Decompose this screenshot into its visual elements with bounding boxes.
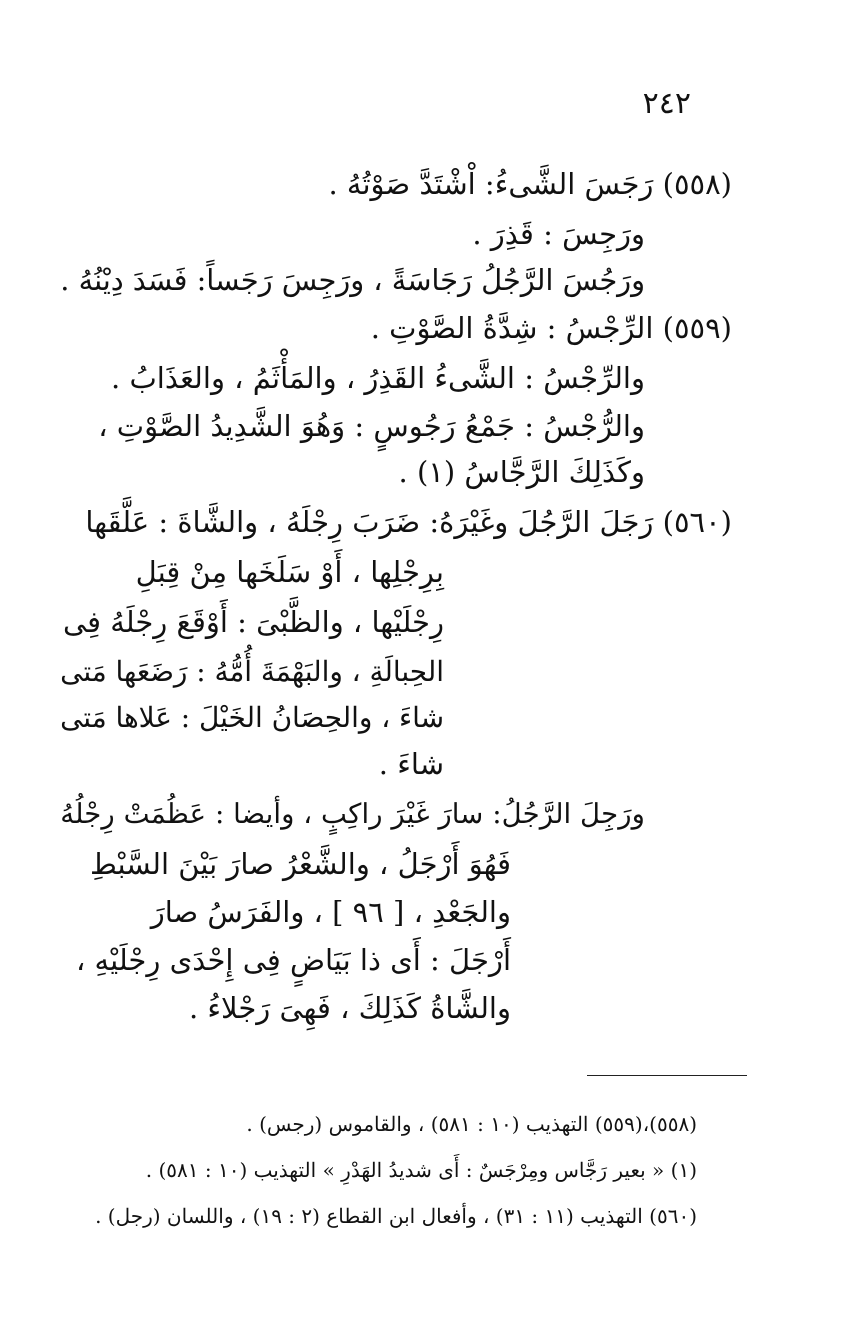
entry-560-line-8: فَهُوَ أَرْجَلُ ، والشَّعْرُ صارَ بَيْنَ السَّبْطِ xyxy=(90,847,511,881)
entry-560-line-1: (٥٦٠) رَجَلَ الرَّجُلَ وغَيْرَهُ: ضَرَبَ رِجْلَهُ ، والشَّاةَ : عَلَّقَها xyxy=(85,505,732,539)
entry-560-line-5: شاءَ ، والحِصَانُ الخَيْلَ : عَلاها مَتى xyxy=(60,701,444,734)
entry-560-line-11: والشَّاةُ كَذَلِكَ ، فَهِىَ رَجْلاءُ . xyxy=(188,991,511,1025)
page-number: ٢٤٢ xyxy=(642,86,691,121)
entry-558-line-2: ورَجِسَ : قَذِرَ . xyxy=(472,217,645,251)
entry-560-line-2: بِرِجْلِها ، أَوْ سَلَخَها مِنْ قِبَلِ xyxy=(135,555,444,589)
entry-558-line-3: ورَجُسَ الرَّجُلُ رَجَاسَةً ، ورَجِسَ رَجَساً: فَسَدَ دِيْنُهُ . xyxy=(60,263,645,297)
entry-559-line-2: والرِّجْسُ : الشَّىءُ القَذِرُ ، والمَأْثَمُ ، والعَذَابُ . xyxy=(111,361,645,395)
entry-559-line-1: (٥٥٩) الرِّجْسُ : شِدَّةُ الصَّوْتِ . xyxy=(370,311,732,345)
entry-560-line-3: رِجْلَيْها ، والظَّبْىَ : أَوْقَعَ رِجْلَهُ فِى xyxy=(62,605,444,639)
entry-558-line-1: (٥٥٨) رَجَسَ الشَّىءُ: اْشْتَدَّ صَوْتُهُ . xyxy=(328,167,732,201)
entry-559-line-3: والرُّجْسُ : جَمْعُ رَجُوسٍ : وَهُوَ الشَّدِيدُ الصَّوْتِ ، xyxy=(98,409,645,443)
footnote-560: (٥٦٠) التهذيب (١١ : ٣١) ، وأفعال ابن القطاع (٢ : ١٩) ، واللسان (رجل) . xyxy=(95,1204,697,1228)
footnote-separator xyxy=(587,1075,747,1076)
entry-559-line-4: وكَذَلِكَ الرَّجَّاسُ (١) . xyxy=(398,455,645,489)
entry-560-line-7: ورَجِلَ الرَّجُلُ: سارَ غَيْرَ راكِبٍ ، وأيضا : عَظُمَتْ رِجْلُهُ xyxy=(60,797,645,830)
footnote-1: (١) « بعير رَجَّاس ومِرْجَسٌ : أَى شديدُ الهَدْرِ » التهذيب (١٠ : ٥٨١) . xyxy=(145,1158,697,1182)
entry-560-line-10: أَرْجَلَ : أَى ذا بَيَاضٍ فِى إِحْدَى رِجْلَيْهِ ، xyxy=(75,943,511,977)
footnote-558-559: (٥٥٨)،(٥٥٩) التهذيب (١٠ : ٥٨١) ، والقاموس (رجس) . xyxy=(246,1112,697,1136)
entry-560-line-4: الحِبالَةِ ، والبَهْمَةَ أُمُّهُ : رَضَعَها مَتى xyxy=(60,655,444,688)
entry-560-line-9: والجَعْدِ ، [ ٩٦ ] ، والفَرَسُ صارَ xyxy=(150,895,511,929)
entry-560-line-6: شاءَ . xyxy=(378,747,444,781)
